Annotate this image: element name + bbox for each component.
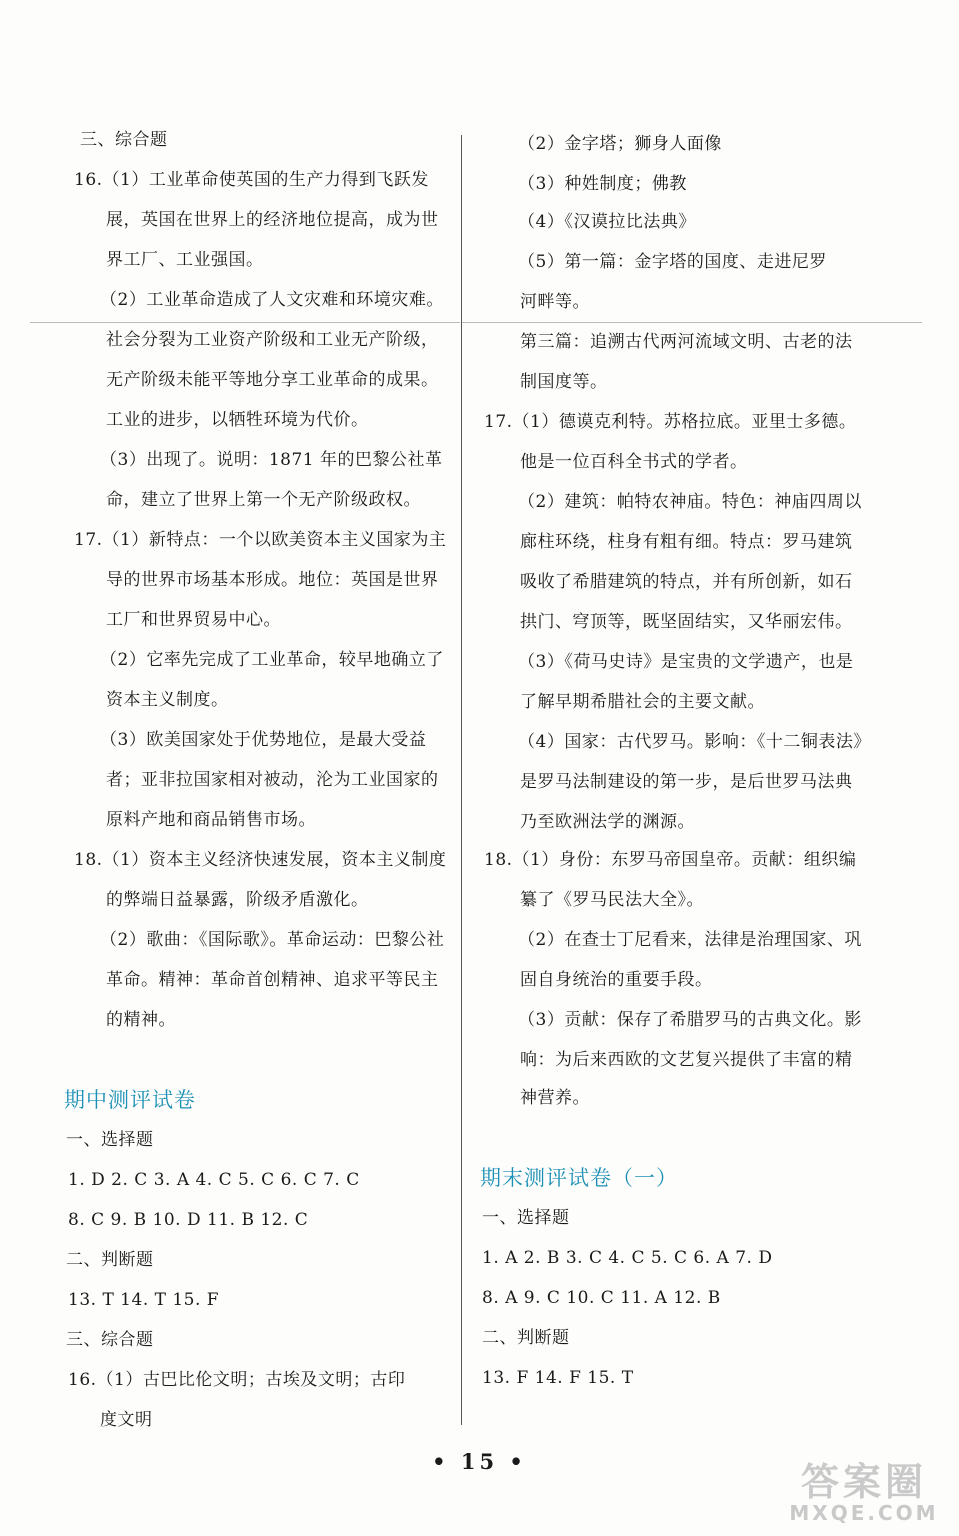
answer-line: 社会分裂为工业资产阶级和工业无产阶级， [106, 330, 439, 350]
answer-line: （2）工业革命造成了人文灾难和环境灾难。 [100, 290, 444, 310]
answer-line: 的精神。 [106, 1010, 176, 1030]
answer-line: 乃至欧洲法学的渊源。 [520, 812, 695, 832]
answer-line: 1. D 2. C 3. A 4. C 5. C 6. C 7. C [68, 1170, 360, 1190]
answer-line: 界工厂、工业强国。 [106, 250, 264, 270]
answer-line: 拱门、穹顶等，既坚固结实，又华丽宏伟。 [520, 612, 853, 632]
answer-line: 16.（1）古巴比伦文明；古埃及文明；古印 [68, 1370, 406, 1390]
answer-line: 的弊端日益暴露，阶级矛盾激化。 [106, 890, 369, 910]
answer-line: 第三篇：追溯古代两河流域文明、古老的法 [520, 332, 853, 352]
answer-line: 17.（1）新特点：一个以欧美资本主义国家为主 [74, 530, 447, 550]
answer-line: 16.（1）工业革命使英国的生产力得到飞跃发 [74, 170, 429, 190]
answer-line: 革命。精神：革命首创精神、追求平等民主 [106, 970, 439, 990]
answer-line: （2）在查士丁尼看来，法律是治理国家、巩 [518, 930, 862, 950]
section-heading: 一、选择题 [482, 1208, 570, 1228]
answer-line: 吸收了希腊建筑的特点，并有所创新，如石 [520, 572, 853, 592]
answer-line: 工业的进步，以牺牲环境为代价。 [106, 410, 369, 430]
answer-line: 了解早期希腊社会的主要文献。 [520, 692, 765, 712]
answer-line: （4）国家：古代罗马。影响：《十二铜表法》 [518, 732, 871, 752]
answer-line: 命，建立了世界上第一个无产阶级政权。 [106, 490, 421, 510]
section-heading: 三、综合题 [66, 1330, 154, 1350]
answer-line: 纂了《罗马民法大全》。 [520, 890, 704, 910]
answer-line: 响：为后来西欧的文艺复兴提供了丰富的精 [520, 1050, 853, 1070]
watermark-url: MXQE.COM [789, 1501, 939, 1525]
page-number: • 15 • [432, 1449, 527, 1474]
answer-line: 8. C 9. B 10. D 11. B 12. C [68, 1210, 309, 1230]
answer-line: （2）金字塔；狮身人面像 [518, 134, 722, 154]
answer-line: 河畔等。 [520, 292, 590, 312]
answer-line: 13. T 14. T 15. F [68, 1290, 220, 1310]
answer-line: 8. A 9. C 10. C 11. A 12. B [482, 1288, 721, 1308]
section-heading: 一、选择题 [66, 1130, 154, 1150]
answer-line: 原料产地和商品销售市场。 [106, 810, 316, 830]
watermark-logo [776, 1462, 952, 1528]
answer-line: 者；亚非拉国家相对被动，沦为工业国家的 [106, 770, 439, 790]
answer-line: 是罗马法制建设的第一步，是后世罗马法典 [520, 772, 853, 792]
answer-line: 18.（1）资本主义经济快速发展，资本主义制度 [74, 850, 447, 870]
fold-line [462, 322, 922, 323]
watermark-text: 答案圈 [800, 1460, 927, 1504]
exam-heading: 期末测评试卷（一） [480, 1166, 678, 1190]
answer-line: （4）《汉谟拉比法典》 [518, 212, 696, 232]
answer-line: 固自身统治的重要手段。 [520, 970, 713, 990]
answer-line: 他是一位百科全书式的学者。 [520, 452, 748, 472]
answer-line: 13. F 14. F 15. T [482, 1368, 634, 1388]
answer-line: （2）建筑：帕特农神庙。特色：神庙四周以 [518, 492, 862, 512]
section-heading: 二、判断题 [482, 1328, 570, 1348]
section-heading: 三、综合题 [80, 130, 168, 150]
answer-line: 度文明 [100, 1410, 153, 1430]
section-heading: 二、判断题 [66, 1250, 154, 1270]
answer-line: 17.（1）德谟克利特。苏格拉底。亚里士多德。 [484, 412, 857, 432]
answer-line: 廊柱环绕，柱身有粗有细。特点：罗马建筑 [520, 532, 853, 552]
answer-line: 神营养。 [520, 1088, 590, 1108]
answer-line: （5）第一篇：金字塔的国度、走进尼罗 [518, 252, 827, 272]
answer-line: （3）《荷马史诗》是宝贵的文学遗产，也是 [518, 652, 854, 672]
answer-line: 导的世界市场基本形成。地位：英国是世界 [106, 570, 439, 590]
answer-line: （3）贡献：保存了希腊罗马的古典文化。影 [518, 1010, 862, 1030]
fold-line [30, 322, 460, 323]
answer-line: （3）种姓制度；佛教 [518, 174, 687, 194]
answer-line: 1. A 2. B 3. C 4. C 5. C 6. A 7. D [482, 1248, 773, 1268]
answer-line: 工厂和世界贸易中心。 [106, 610, 281, 630]
answer-line: 制国度等。 [520, 372, 608, 392]
column-divider [461, 135, 462, 1425]
answer-line: （2）它率先完成了工业革命，较早地确立了 [100, 650, 444, 670]
exam-heading: 期中测评试卷 [64, 1088, 196, 1112]
answer-line: 无产阶级未能平等地分享工业革命的成果。 [106, 370, 439, 390]
answer-line: 展，英国在世界上的经济地位提高，成为世 [106, 210, 439, 230]
answer-line: 资本主义制度。 [106, 690, 229, 710]
answer-line: （3）出现了。说明：1871 年的巴黎公社革 [100, 450, 443, 470]
answer-line: 18.（1）身份：东罗马帝国皇帝。贡献：组织编 [484, 850, 857, 870]
answer-line: （3）欧美国家处于优势地位，是最大受益 [100, 730, 427, 750]
answer-line: （2）歌曲：《国际歌》。革命运动：巴黎公社 [100, 930, 445, 950]
